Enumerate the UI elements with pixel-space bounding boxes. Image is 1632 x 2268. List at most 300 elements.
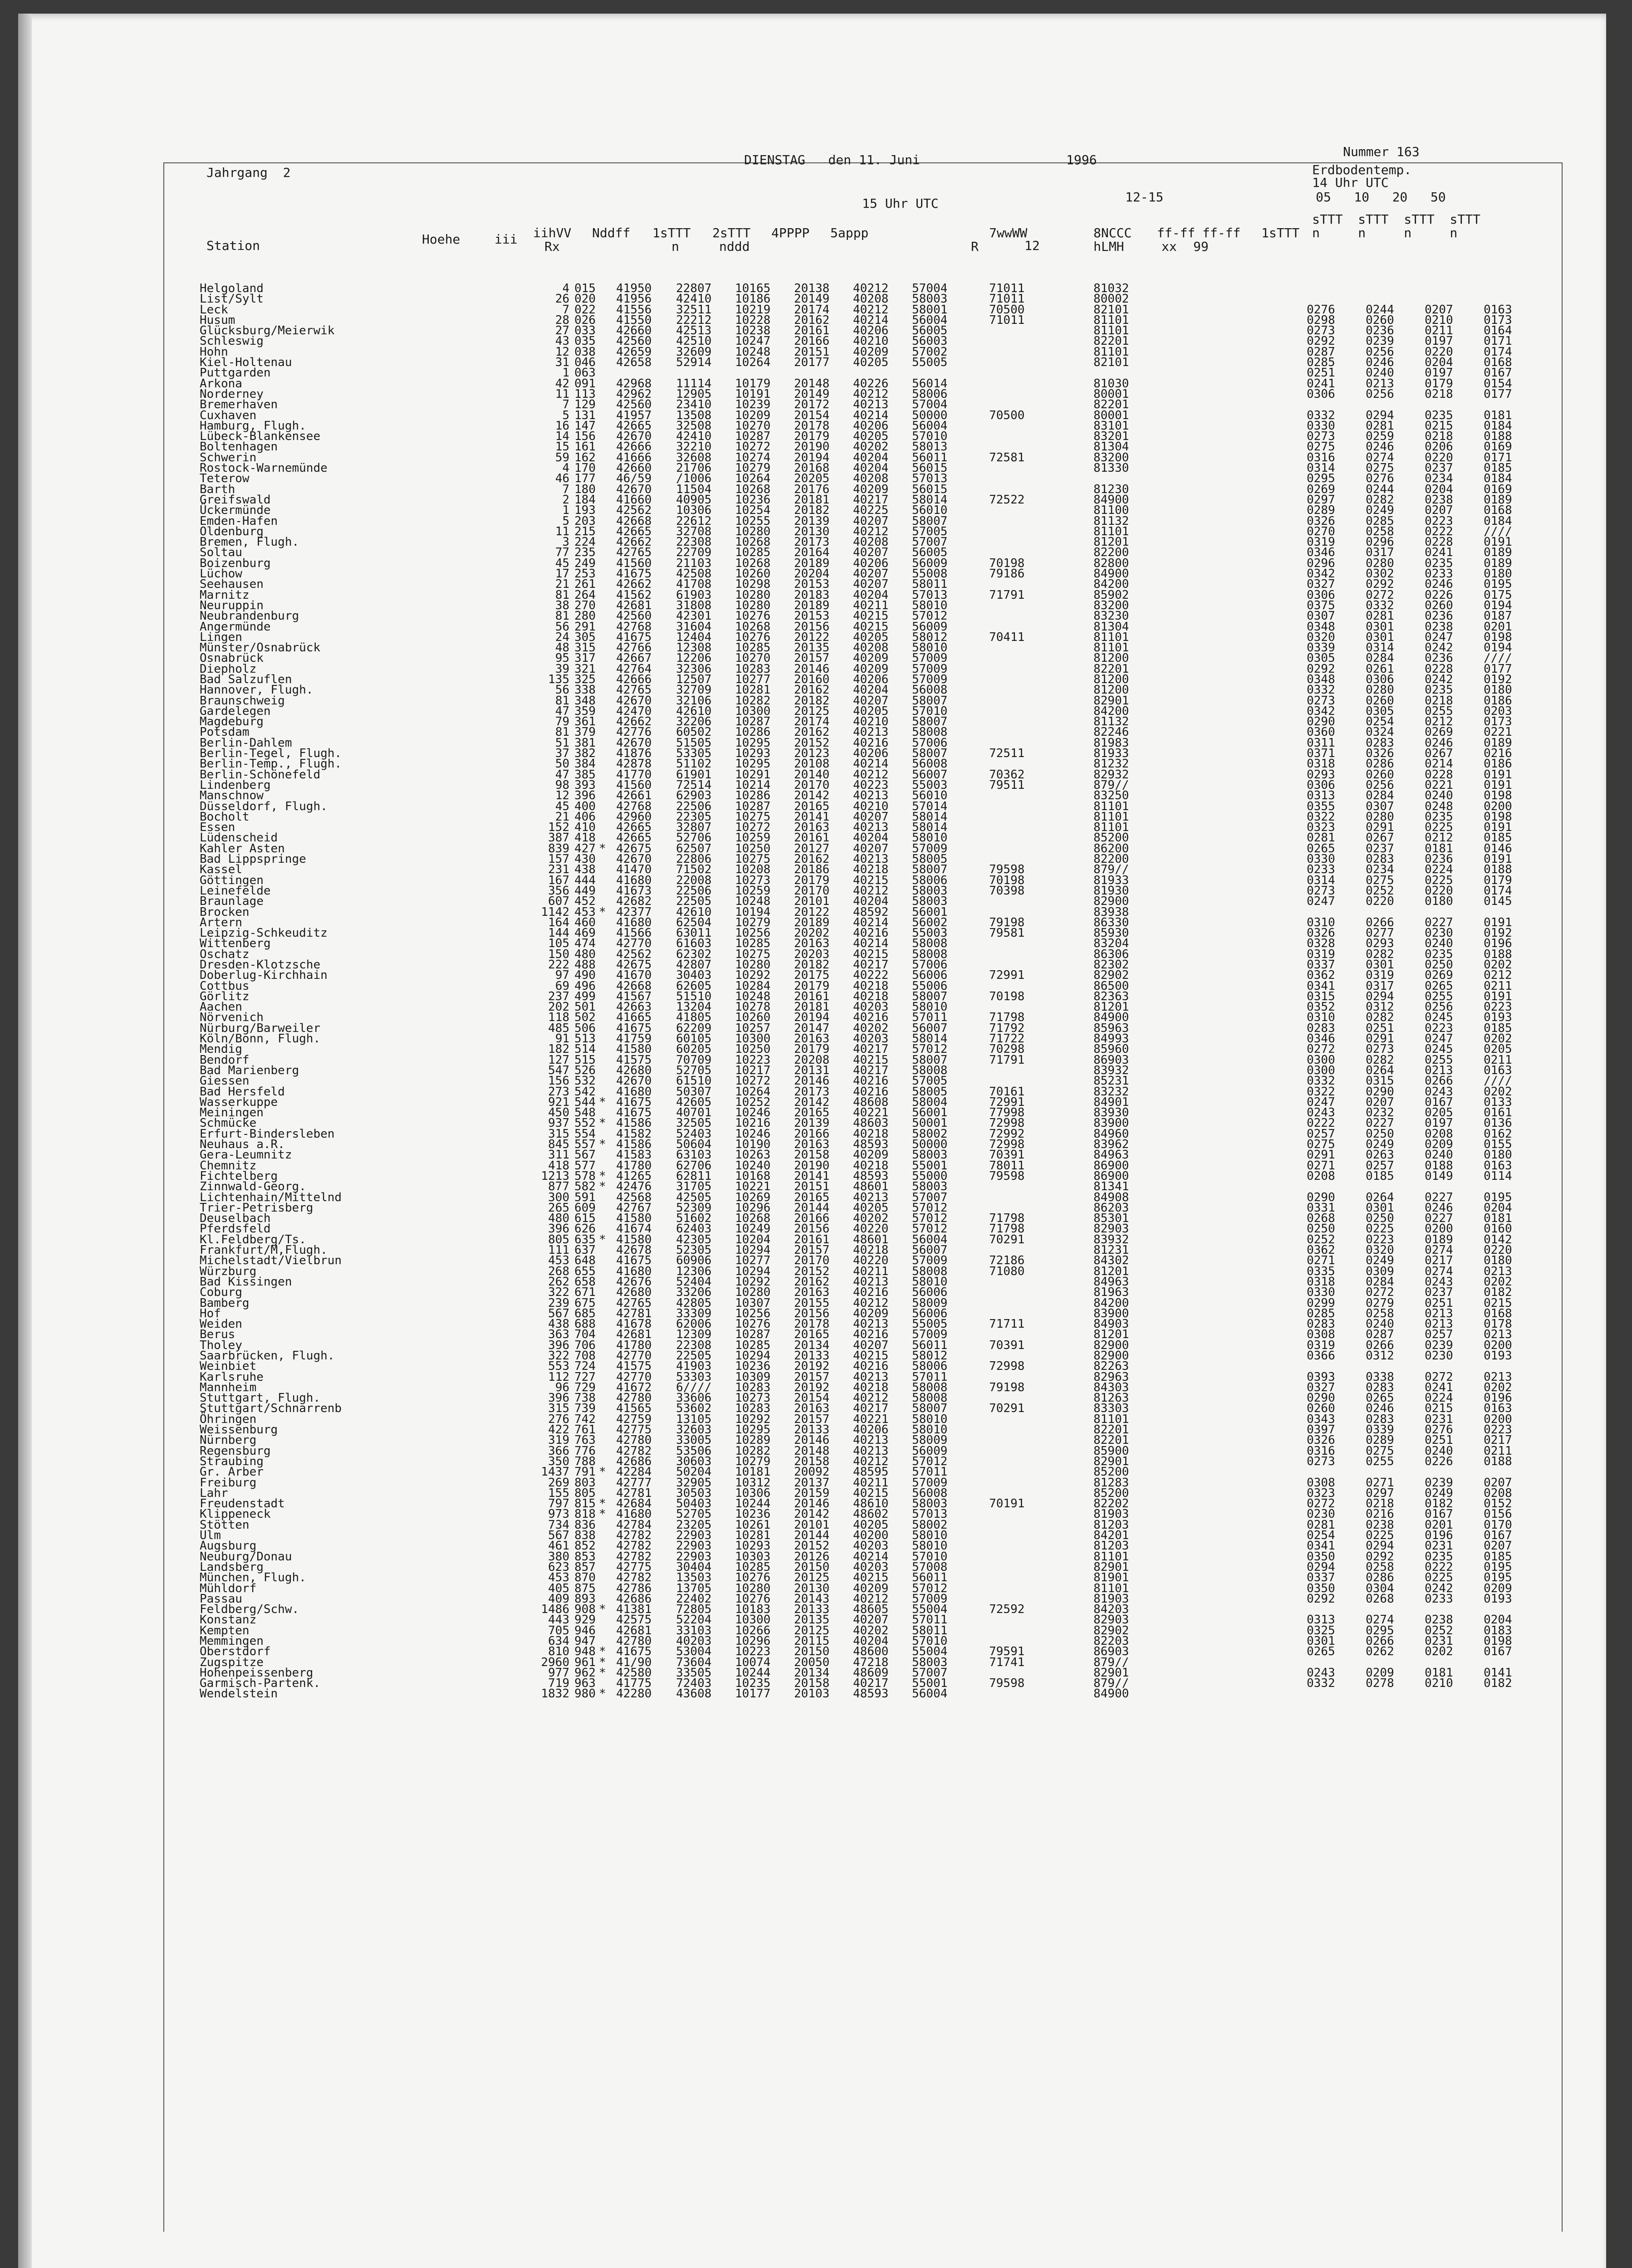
pressure-group: 40206 [853,672,889,686]
nddff-group: 21103 [676,556,712,570]
cloud-group: 82200 [1093,546,1129,560]
station-height: 810 [548,1645,569,1659]
pressure-group: 40214 [853,408,889,422]
tendency-group: 58008 [912,1380,948,1394]
dewpoint-group: 20150 [794,1560,830,1574]
cloud-group: 83900 [1093,1306,1129,1320]
tendency-group: 57009 [912,662,948,676]
soil-temp-20cm: 0239 [1425,1476,1453,1490]
temp-group: 10236 [735,493,771,507]
pressure-group: 40216 [853,1085,889,1099]
station-name: Cuxhaven [200,408,257,422]
station-index: 384 [574,757,596,771]
tendency-group: 55001 [912,1677,948,1691]
station-name: Braunschweig [200,694,285,708]
station-name: Hof [200,1306,221,1320]
dewpoint-group: 20146 [794,1497,830,1511]
temp-group: 10223 [735,1053,771,1067]
nddff-group: 51602 [676,1212,712,1226]
station-height: 56 [555,683,569,697]
cloud-group: 81203 [1093,1539,1129,1553]
soil-temp-5cm: 0247 [1307,894,1335,909]
nddff-group: 22506 [676,884,712,898]
station-index: 838 [574,1529,596,1543]
station-name: Schleswig [200,334,264,348]
mountain-mark: * [599,1116,606,1130]
iihvv-group: 41586 [616,1116,652,1130]
iihvv-group: 41876 [616,747,652,761]
station-name: Bad Marienberg [200,1063,299,1077]
nddff-group: 22506 [676,799,712,813]
station-index: 501 [574,1000,596,1014]
nddff-group: 42410 [676,292,712,306]
station-height: 28 [555,313,569,327]
temp-group: 10221 [735,1180,771,1194]
weather-group: 71711 [989,1317,1025,1331]
station-name: Stuttgart/Schnarrenb [200,1402,342,1416]
soil-temp-50cm: 0169 [1484,482,1512,496]
nddff-group: 22008 [676,873,712,887]
soil-temp-50cm: 0175 [1484,588,1512,602]
temp-group: 10209 [735,408,771,422]
iihvv-group: 42560 [616,609,652,623]
weather-group: 79581 [989,926,1025,940]
temp-group: 10287 [735,1328,771,1342]
tendency-group: 56009 [912,556,948,570]
station-height: 56 [555,620,569,634]
dewpoint-group: 20202 [794,926,830,940]
iihvv-group: 42665 [616,419,652,433]
soil-temp-10cm: 0286 [1366,757,1394,771]
station-name: Trier-Petrisberg [200,1201,314,1215]
tendency-group: 57012 [912,1222,948,1236]
year-label: 1996 [1066,152,1097,167]
soil-temp-10cm: 0295 [1366,1623,1394,1637]
nddff-group: 32206 [676,715,712,729]
station-name: Kempten [200,1623,250,1637]
station-height: 797 [548,1497,569,1511]
pressure-group: 48603 [853,1116,889,1130]
station-name: Puttgarden [200,366,271,380]
iihvv-group: 42782 [616,1529,652,1543]
dewpoint-group: 20126 [794,1549,830,1564]
tendency-group: 56005 [912,324,948,338]
iihvv-group: 42670 [616,694,652,708]
soil-temp-50cm: //// [1484,651,1512,665]
pressure-group: 40211 [853,598,889,612]
station-name: Karlsruhe [200,1370,264,1384]
soil-temp-20cm: 0233 [1425,1592,1453,1606]
station-height: 98 [555,778,569,792]
iihvv-group: 42662 [616,715,652,729]
soil-temp-5cm: 0293 [1307,767,1335,782]
temp-group: 10264 [735,472,771,486]
soil-temp-50cm: 0223 [1484,1000,1512,1014]
dewpoint-group: 20194 [794,450,830,464]
iihvv-group: 41660 [616,493,652,507]
soil-temp-5cm: 0291 [1307,1148,1335,1162]
soil-temp-20cm: 0247 [1425,1032,1453,1046]
soil-temp-50cm: 0204 [1484,1613,1512,1627]
pressure-group: 40218 [853,1127,889,1141]
iihvv-group: 41780 [616,1158,652,1173]
cloud-group: 84303 [1093,1380,1129,1394]
nddff-group: 40701 [676,1106,712,1120]
pressure-group: 40206 [853,556,889,570]
station-height: 11 [555,524,569,538]
soil-temp-20cm: 0223 [1425,1021,1453,1035]
station-height: 11 [555,387,569,401]
station-name: Berlin-Dahlem [200,736,292,750]
soil-temp-20cm: 0180 [1425,894,1453,909]
temp-group: 10287 [735,715,771,729]
cloud-group: 82201 [1093,398,1129,412]
station-height: 5 [562,514,569,528]
mountain-mark: * [599,1687,606,1701]
station-index: 727 [574,1370,596,1384]
station-height: 453 [548,1571,569,1585]
weather-group: 70291 [989,1232,1025,1246]
soil-temp-50cm: 0196 [1484,937,1512,951]
nddff-group: 73604 [676,1655,712,1669]
station-index: 637 [574,1243,596,1257]
temp-group: 10254 [735,503,771,518]
tendency-group: 57009 [912,1328,948,1342]
station-name: Oberstdorf [200,1645,271,1659]
soil-temp-20cm: 0237 [1425,1286,1453,1300]
temp-group: 10268 [735,1212,771,1226]
station-name: Öhringen [200,1412,257,1426]
dewpoint-group: 20192 [794,1359,830,1374]
dewpoint-group: 20168 [794,461,830,475]
soil-temp-5cm: 0247 [1307,1095,1335,1109]
tendency-group: 57009 [912,651,948,665]
station-height: 453 [548,1254,569,1268]
tendency-group: 56002 [912,915,948,929]
soil-temp-50cm: 0155 [1484,1138,1512,1152]
pressure-group: 40204 [853,831,889,845]
cloud-group: 81101 [1093,821,1129,835]
tendency-group: 56014 [912,376,948,391]
soil-temp-5cm: 0272 [1307,1497,1335,1511]
tendency-group: 58012 [912,1349,948,1363]
temp-group: 10280 [735,588,771,602]
soil-temp-5cm: 0250 [1307,1222,1335,1236]
cloud-group: 84302 [1093,1254,1129,1268]
temp-group: 10191 [735,387,771,401]
iihvv-group: 41950 [616,282,652,295]
dewpoint-group: 20135 [794,1613,830,1627]
station-height: 973 [548,1507,569,1521]
dewpoint-group: 20161 [794,831,830,845]
station-height: 405 [548,1581,569,1595]
station-height: 443 [548,1613,569,1627]
soil-temp-5cm: 0289 [1307,503,1335,518]
soil-temp-50cm: 0146 [1484,841,1512,855]
soil-temp-50cm: 0202 [1484,1275,1512,1289]
tendency-group: 57011 [912,1465,948,1479]
station-height: 734 [548,1518,569,1532]
cloud-group: 84908 [1093,1190,1129,1204]
dewpoint-group: 20155 [794,1296,830,1310]
pressure-group: 40213 [853,1190,889,1204]
iihvv-group: 42764 [616,662,652,676]
station-name: München, Flugh. [200,1571,306,1585]
soil-temp-20cm: 0222 [1425,1560,1453,1574]
station-index: 506 [574,1021,596,1035]
soil-temp-10cm: 0260 [1366,694,1394,708]
dewpoint-group: 20101 [794,894,830,909]
station-index: 170 [574,461,596,475]
temp-group: 10286 [735,789,771,803]
temp-group: 10276 [735,1571,771,1585]
weather-group: 71792 [989,1021,1025,1035]
soil-temp-20cm: 0181 [1425,841,1453,855]
pressure-group: 48605 [853,1603,889,1617]
pressure-group: 40204 [853,894,889,909]
dewpoint-group: 20179 [794,1042,830,1056]
pressure-group: 40207 [853,1613,889,1627]
iihvv-group: 41580 [616,1212,652,1226]
cloud-group: 82932 [1093,767,1129,782]
nddff-group: 63011 [676,926,712,940]
temp-group: 10307 [735,1296,771,1310]
nddff-group: 22308 [676,535,712,549]
nddff-group: 53602 [676,1402,712,1416]
station-name: Giessen [200,1074,250,1088]
temp-group: 10268 [735,535,771,549]
cloud-group: 84900 [1093,493,1129,507]
soil-temp-50cm: 0168 [1484,503,1512,518]
soil-temp-10cm: 0291 [1366,1032,1394,1046]
soil-temp-50cm: 0193 [1484,1011,1512,1025]
pressure-group: 40220 [853,1254,889,1268]
pressure-group: 40202 [853,1623,889,1637]
soil-temp-20cm: 0211 [1425,324,1453,338]
nddff-group: 50604 [676,1138,712,1152]
dewpoint-group: 20148 [794,1444,830,1458]
mountain-mark: * [599,1095,606,1109]
dewpoint-group: 20130 [794,524,830,538]
soil-temp-20cm: 0255 [1425,1053,1453,1067]
station-name: Leinefelde [200,884,271,898]
soil-temp-10cm: 0240 [1366,366,1394,380]
pressure-group: 40205 [853,704,889,718]
dewpoint-group: 20182 [794,958,830,972]
soil-temp-5cm: 0362 [1307,1243,1335,1257]
station-index: 853 [574,1549,596,1564]
nddff-group: 60205 [676,1042,712,1056]
soil-temp-50cm: 0185 [1484,461,1512,475]
iihvv-group: 42666 [616,440,652,454]
temp-group: 10285 [735,546,771,560]
soil-temp-20cm: 0255 [1425,704,1453,718]
soil-temp-10cm: 0244 [1366,482,1394,496]
cloud-group: 82201 [1093,334,1129,348]
pressure-group: 40213 [853,398,889,412]
station-height: 182 [548,1042,569,1056]
soil-temp-10cm: 0297 [1366,1486,1394,1500]
nddff-group: 61903 [676,588,712,602]
station-name: Gr. Arber [200,1465,264,1479]
temp-group: 10283 [735,1402,771,1416]
dewpoint-group: 20139 [794,514,830,528]
station-index: 325 [574,672,596,686]
mountain-mark: * [599,1645,606,1659]
station-index: 567 [574,1148,596,1162]
iihvv-group: 42666 [616,672,652,686]
dewpoint-group: 20159 [794,1486,830,1500]
pressure-group: 40212 [853,387,889,401]
tendency-group: 58004 [912,1095,948,1109]
weather-group: 71741 [989,1655,1025,1669]
station-name: Berus [200,1328,235,1342]
cloud-group: 81283 [1093,1476,1129,1490]
station-height: 422 [548,1423,569,1437]
soil-temp-10cm: 0273 [1366,1042,1394,1056]
soil-temp-5cm: 0273 [1307,324,1335,338]
cloud-group: 82900 [1093,1349,1129,1363]
cloud-group: 81201 [1093,1000,1129,1014]
station-name: Potsdam [200,725,250,739]
cloud-group: 86903 [1093,1645,1129,1659]
soil-temp-50cm: 0182 [1484,1286,1512,1300]
station-index: 788 [574,1454,596,1468]
soil-temp-10cm: 0306 [1366,672,1394,686]
soil-time-label: 14 Uhr UTC [1312,175,1389,190]
station-height: 623 [548,1560,569,1574]
temp-group: 10268 [735,620,771,634]
soil-temp-5cm: 0313 [1307,1613,1335,1627]
station-height: 237 [548,989,569,1003]
station-height: 42 [555,376,569,391]
dewpoint-group: 20163 [794,1402,830,1416]
soil-temp-5cm: 0257 [1307,1127,1335,1141]
temp-group: 10279 [735,915,771,929]
soil-temp-20cm: 0224 [1425,1391,1453,1405]
soil-temp-5cm: 0297 [1307,493,1335,507]
dewpoint-group: 20174 [794,715,830,729]
cloud-group: 81101 [1093,641,1129,655]
iihvv-group: 41675 [616,1095,652,1109]
cloud-group: 84900 [1093,1011,1129,1025]
nddff-group: 52705 [676,1063,712,1077]
temp-group: 10249 [735,1222,771,1236]
pressure-group: 40202 [853,440,889,454]
nddff-group: 62209 [676,1021,712,1035]
pressure-group: 40203 [853,1032,889,1046]
cloud-group: 83250 [1093,789,1129,803]
soil-temp-20cm: 0235 [1425,408,1453,422]
weather-group: 72992 [989,1127,1025,1141]
nddff-group: 32306 [676,662,712,676]
soil-temp-20cm: 0181 [1425,1666,1453,1680]
temp-group: 10285 [735,1560,771,1574]
soil-temp-10cm: 0234 [1366,863,1394,877]
dewpoint-group: 20163 [794,1138,830,1152]
dewpoint-group: 20148 [794,376,830,391]
soil-temp-50cm: 0201 [1484,620,1512,634]
soil-temp-50cm: //// [1484,1074,1512,1088]
station-name: Konstanz [200,1613,257,1627]
dewpoint-group: 20108 [794,757,830,771]
soil-temp-5cm: 0308 [1307,1328,1335,1342]
pressure-group: 40209 [853,1306,889,1320]
iihvv-group: 42568 [616,1190,652,1204]
cloud-group: 84900 [1093,567,1129,581]
cloud-group: 81903 [1093,1592,1129,1606]
soil-temp-50cm: 0174 [1484,884,1512,898]
iihvv-group: 41680 [616,1507,652,1521]
col-4pppp: 4PPPP [771,225,810,240]
col-hoehe: Hoehe [422,232,461,247]
dewpoint-group: 20157 [794,651,830,665]
temp-group: 10284 [735,979,771,993]
cloud-group: 81232 [1093,757,1129,771]
station-name: Fichtelberg [200,1169,278,1183]
cloud-group: 81963 [1093,1286,1129,1300]
cloud-group: 82363 [1093,989,1129,1003]
cloud-group: 879// [1093,863,1129,877]
pressure-group: 40226 [853,376,889,391]
station-index: 033 [574,324,596,338]
cloud-group: 82101 [1093,303,1129,317]
soil-temp-5cm: 0290 [1307,715,1335,729]
station-index: 348 [574,694,596,708]
tendency-group: 56004 [912,313,948,327]
cloud-group: 81101 [1093,630,1129,644]
dewpoint-group: 20134 [794,1338,830,1352]
nddff-group: 30403 [676,968,712,982]
tendency-group: 58007 [912,514,948,528]
soil-temp-20cm: 0205 [1425,1106,1453,1120]
soil-temp-10cm: 0220 [1366,894,1394,909]
dewpoint-group: 20150 [794,1645,830,1659]
tendency-group: 55006 [912,979,948,993]
soil-temp-20cm: 0269 [1425,725,1453,739]
soil-temp-5cm: 0335 [1307,1264,1335,1278]
soil-temp-5cm: 0273 [1307,694,1335,708]
soil-temp-5cm: 0332 [1307,1074,1335,1088]
dewpoint-group: 20152 [794,736,830,750]
weather-group: 70198 [989,989,1025,1003]
temp-group: 10285 [735,641,771,655]
soil-temp-10cm: 0301 [1366,1201,1394,1215]
nddff-group: 72514 [676,778,712,792]
soil-temp-10cm: 0286 [1366,1571,1394,1585]
tendency-group: 55000 [912,1169,948,1183]
station-name: Mendig [200,1042,242,1056]
soil-temp-20cm: 0204 [1425,356,1453,370]
dewpoint-group: 20050 [794,1655,830,1669]
tendency-group: 57006 [912,736,948,750]
station-index: 469 [574,926,596,940]
tendency-group: 57010 [912,704,948,718]
pressure-group: 40222 [853,968,889,982]
soil-temp-20cm: 0226 [1425,1454,1453,1468]
pressure-group: 40215 [853,1349,889,1363]
cloud-group: 84963 [1093,1275,1129,1289]
temp-group: 10275 [735,852,771,866]
cloud-group: 81101 [1093,313,1129,327]
soil-temp-5cm: 0233 [1307,863,1335,877]
station-height: 921 [548,1095,569,1109]
station-name: Bremerhaven [200,398,278,412]
weather-group: 70198 [989,556,1025,570]
soil-temp-50cm: 0167 [1484,366,1512,380]
tendency-group: 56008 [912,1486,948,1500]
station-name: Soltau [200,546,242,560]
